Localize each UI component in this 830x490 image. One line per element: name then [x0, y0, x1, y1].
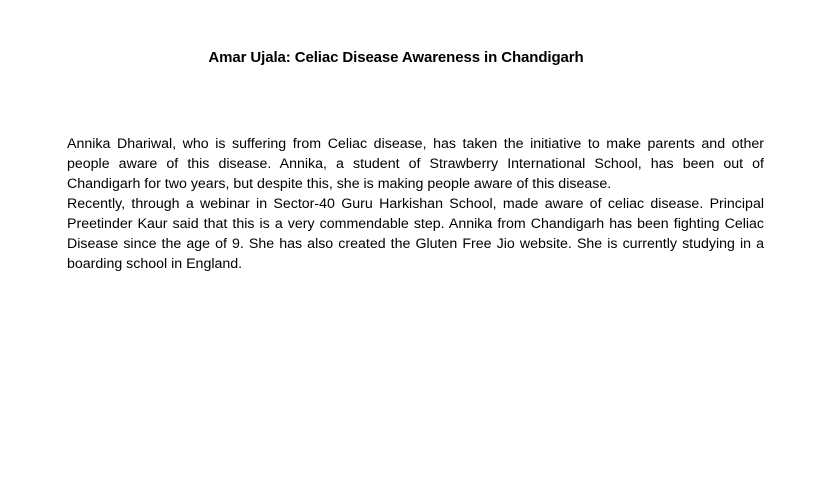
- document-title: Amar Ujala: Celiac Disease Awareness in Chandigarh: [208, 49, 584, 66]
- paragraph-2: Recently, through a webinar in Sector-40 Guru Harkishan School, made aware of celiac disease. Principal Preetinder Kaur said that this is a very commendable step. Annika from Chandigarh has been fighting Celiac Disease since the age of 9. She has also created the Gluten Free Jio website. She is currently studying in a boarding school in England.: [67, 196, 764, 272]
- document-body: [67, 134, 764, 274]
- paragraph-1: Annika Dhariwal, who is suffering from Celiac disease, has taken the initiative to make parents and other people aware of this disease. Annika, a student of Strawberry International School, has been out of Chandigarh for two years, but despite this, she is making people aware of this disease.: [67, 136, 764, 192]
